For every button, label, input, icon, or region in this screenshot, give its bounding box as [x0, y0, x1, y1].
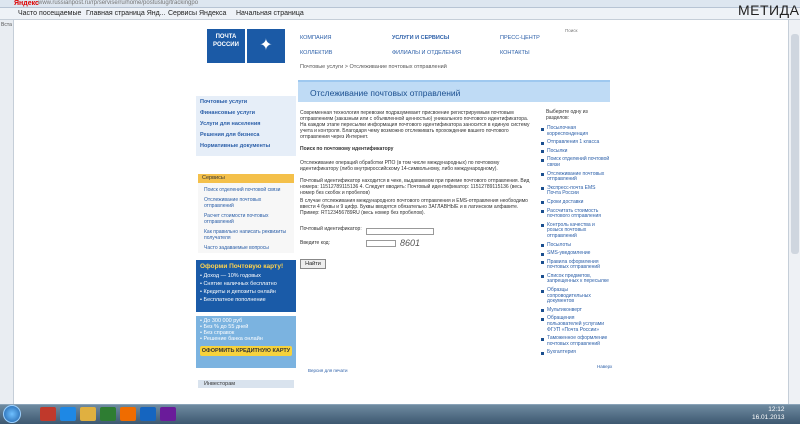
paragraph-identifier: Почтовый идентификатор находится в чеке, выдаваемом при приеме почтового отправления. Вид номера: 11512789115136 4. Следует вводить: Почтовый идентификатор: 11512789115136 (весь номер без скобок и пробелов): [300, 178, 530, 196]
left-menu-documents[interactable]: Нормативные документы: [200, 143, 271, 149]
banner-line: • До 300 000 руб: [200, 318, 243, 324]
service-requisites[interactable]: Как правильно написать реквизиты получателя: [204, 229, 287, 241]
credit-card-button[interactable]: ОФОРМИТЬ КРЕДИТНУЮ КАРТУ: [201, 348, 291, 354]
paragraph-international: В случае отслеживания международного почтового отправления и EMS-отправления необходимо ввести 4 буквы и 9 цифр. Буквы вводятся обязательно ЗАГЛАВНЫЕ и в латинском алфавите. Пример: RT123456789RU (весь номер без пробелов).: [300, 198, 528, 216]
right-link[interactable]: Поиск отделений почтовой связи: [540, 157, 610, 168]
right-link[interactable]: Отправления 1 класса: [540, 140, 610, 146]
credit-card-banner[interactable]: [196, 316, 296, 368]
left-menu-postal[interactable]: Почтовые услуги: [200, 99, 248, 105]
investors-heading[interactable]: Инвесторам: [198, 380, 294, 388]
left-menu-population[interactable]: Услуги для населения: [200, 121, 261, 127]
search-hint: Поиск: [565, 28, 578, 33]
nav-services[interactable]: УСЛУГИ И СЕРВИСЫ: [392, 35, 450, 41]
bookmarks-bar: [0, 8, 800, 20]
banner-line: • Доход — 10% годовых: [200, 273, 261, 279]
right-link[interactable]: Мультиконверт: [540, 308, 610, 314]
nav-company[interactable]: КОМПАНИЯ: [300, 35, 332, 41]
right-link[interactable]: SMS-уведомление: [540, 251, 610, 257]
clock[interactable]: [752, 406, 785, 422]
banner-line: • Кредиты и депозиты онлайн: [200, 289, 276, 295]
right-link[interactable]: Бухгалтерия: [540, 350, 610, 356]
site-logo[interactable]: ПОЧТА РОССИИ: [207, 29, 245, 63]
code-label: Введите код:: [300, 240, 330, 246]
media-icon[interactable]: [100, 407, 116, 421]
captcha-image: 8601: [400, 238, 421, 248]
left-toolbar: [0, 20, 14, 404]
right-intro: Выберите одну из разделов:: [546, 109, 588, 121]
recommend-watermark: RECOMMEND.RU: [675, 396, 759, 407]
eagle-emblem-icon: ✦: [247, 29, 285, 63]
left-menu-business[interactable]: Решения для бизнеса: [200, 132, 260, 138]
search-box[interactable]: [565, 28, 611, 48]
nav-contacts[interactable]: КОНТАКТЫ: [500, 50, 530, 56]
app-icon[interactable]: [160, 407, 176, 421]
right-link[interactable]: Рассчитать стоимость почтового отправления: [540, 209, 610, 220]
start-button[interactable]: [3, 405, 21, 423]
word-icon[interactable]: [140, 407, 156, 421]
left-menu-financial[interactable]: Финансовые услуги: [200, 110, 255, 116]
service-cost[interactable]: Расчет стоимости почтовых отправлений: [204, 213, 269, 225]
yandex-label: Яндекс: [14, 0, 39, 7]
banner-title: Оформи Почтовую карту!: [200, 263, 284, 270]
page-title: Отслеживание почтовых отправлений: [298, 80, 610, 102]
print-version-link[interactable]: Версия для печати: [308, 368, 348, 373]
right-link[interactable]: Отслеживание почтовых отправлений: [540, 172, 610, 183]
nav-press[interactable]: ПРЕСС-ЦЕНТР: [500, 35, 540, 41]
to-top-link[interactable]: Наверх: [597, 364, 613, 369]
service-faq[interactable]: Часто задаваемые вопросы: [204, 245, 269, 251]
clock-date: 16.01.2013: [752, 414, 785, 421]
banner-line: • Снятие наличных бесплатно: [200, 281, 277, 287]
identifier-label: Почтовый идентификатор:: [300, 226, 362, 232]
right-link[interactable]: Список предметов, запрещенных к пересылке: [540, 274, 610, 285]
banner-line: • Решение банка онлайн: [200, 336, 263, 342]
url-text[interactable]: www.russianpost.ru/rp/servise/ru/home/postuslug/trackingpo: [38, 0, 199, 6]
code-input[interactable]: [366, 240, 396, 247]
service-find-office[interactable]: Поиск отделений почтовой связи: [204, 187, 281, 193]
folder-icon[interactable]: [80, 407, 96, 421]
right-link[interactable]: Посылочная корреспонденция: [540, 126, 610, 137]
right-link[interactable]: Обращения пользователей услугами ФГУП «Почта России»: [540, 316, 610, 333]
address-bar[interactable]: [0, 0, 800, 8]
firefox-icon[interactable]: [120, 407, 136, 421]
right-link[interactable]: Правила оформления почтовых отправлений: [540, 260, 610, 271]
identifier-input[interactable]: [366, 228, 434, 235]
opera-icon[interactable]: [40, 407, 56, 421]
scrollbar[interactable]: [788, 20, 800, 404]
bookmark-frequent[interactable]: Часто посещаемые: [18, 10, 82, 17]
bookmark-yandex-home[interactable]: Главная страница Янд...: [86, 10, 166, 17]
nav-staff[interactable]: КОЛЛЕКТИВ: [300, 50, 333, 56]
left-menu: [196, 96, 296, 156]
breadcrumb[interactable]: Почтовые услуги > Отслеживание почтовых отправлений: [300, 64, 447, 70]
right-link[interactable]: Таможенное оформление почтовых отправлений: [540, 336, 610, 347]
watermark: МЕТИДА: [738, 2, 800, 18]
service-tracking[interactable]: Отслеживание почтовых отправлений: [204, 197, 262, 209]
section-heading: Поиск по почтовому идентификатору: [300, 146, 394, 152]
banner-line: • Бесплатное пополнение: [200, 297, 266, 303]
bookmark-start-page[interactable]: Начальная страница: [236, 10, 304, 17]
left-tool-label: Вста: [1, 22, 12, 28]
postal-card-banner[interactable]: [196, 260, 296, 312]
scrollbar-thumb[interactable]: [791, 34, 799, 254]
services-list: [198, 183, 294, 253]
browser-icon[interactable]: [60, 407, 76, 421]
services-heading: Сервисы: [198, 174, 294, 183]
banner-line: • Без % до 55 дней: [200, 324, 249, 330]
banner-line: • Без справок: [200, 330, 235, 336]
right-link[interactable]: Контроль качества и розыск почтовых отправлений: [540, 223, 610, 240]
paragraph-tracking: Отслеживание операций обработки РПО (в том числе международных) по почтовому идентификатору (либо внутрироссийскому 14-символьному, либо международному).: [300, 160, 500, 172]
intro-text: Современная технология перевозки подразумевает присвоение регистрируемым почтовым отправлениям (заказным или с объявленной ценностью) уникального почтового идентификатора. На каждом этапе пересылки информация почтового идентификатора заносится в единую систему учета и контроля. Благодаря чему возможно отслеживать прохождение вашего почтового отправления через Интернет.: [300, 110, 530, 140]
right-link[interactable]: Образцы сопроводительных документов: [540, 288, 610, 305]
find-button[interactable]: Найти: [300, 259, 326, 269]
right-link[interactable]: Посылоты: [540, 243, 610, 249]
nav-branches[interactable]: ФИЛИАЛЫ И ОТДЕЛЕНИЯ: [392, 50, 461, 56]
clock-time: 12:12: [768, 406, 785, 413]
right-link[interactable]: Сроки доставки: [540, 200, 610, 206]
right-link-list: [540, 126, 610, 359]
right-link[interactable]: Экспресс-почта EMS Почта России: [540, 186, 610, 197]
bookmark-yandex-services[interactable]: Сервисы Яндекса: [168, 10, 227, 17]
right-link[interactable]: Посылки: [540, 149, 610, 155]
